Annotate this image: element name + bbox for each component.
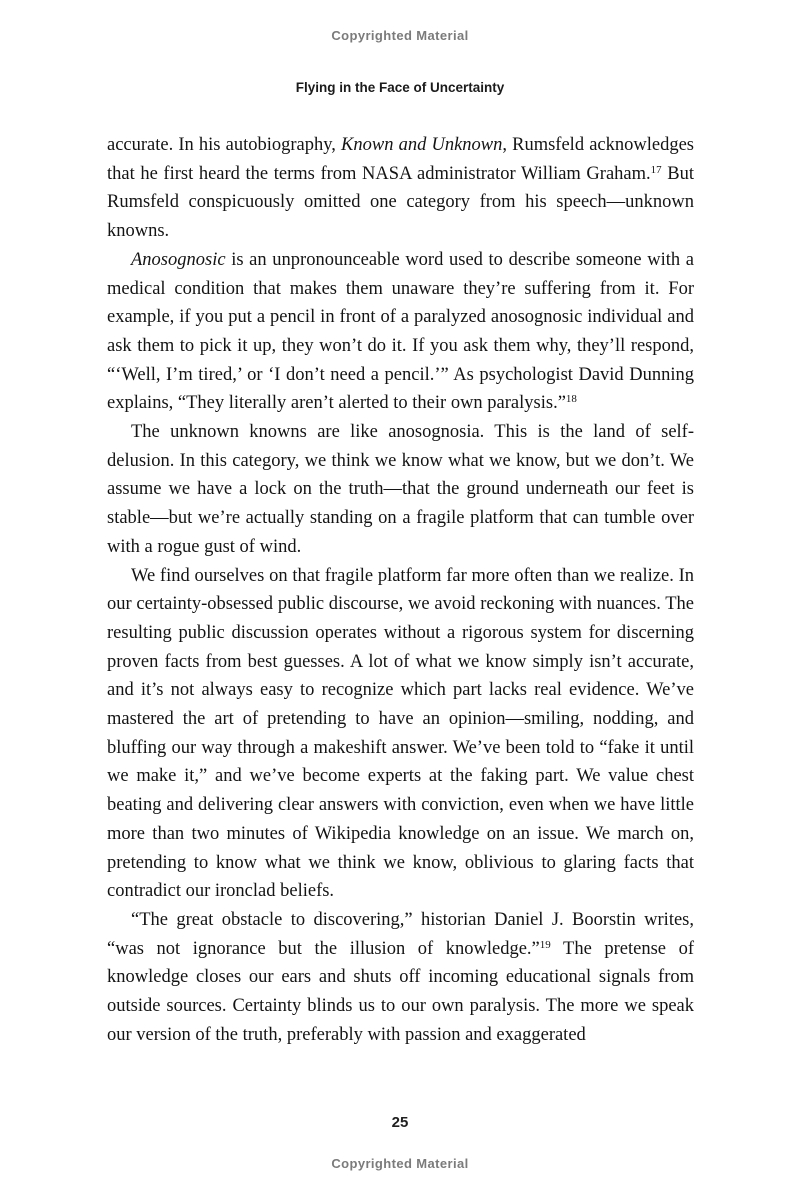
text-segment: Known and Unknown	[341, 135, 503, 155]
footnote-reference: 19	[539, 938, 551, 951]
text-segment: is an unpronounceable word used to describe someone with a medical condition that makes them unaware they’re suffering from it. For example, if you put a pencil in front of a paralyzed anosognosic individual and ask them to pick it up, they won’t do it. If you ask them why, they’ll respond, “‘Well, I’m tired,’ or ‘I don’t need a pencil.’” As psychologist David Dunning explains, “They literally aren’t alerted to their own paralysis.”	[107, 249, 694, 414]
text-segment: accurate. In his autobiography,	[107, 135, 342, 155]
text-segment: Anosognosic	[131, 249, 226, 270]
paragraph	[107, 246, 694, 418]
paragraph	[107, 562, 694, 906]
running-header: Flying in the Face of Uncertainty	[295, 80, 505, 95]
text-segment: , Rumsfeld acknowledges that he first heard the terms from NASA administrator William Graham.	[107, 135, 694, 184]
page-number: 25	[391, 1114, 409, 1131]
body-text	[107, 131, 694, 1050]
footnote-reference: 17	[650, 163, 662, 176]
text-segment: The unknown knowns are like anosognosia. This is the land of self-delusion. In this category, we think we know what we know, but we don’t. We assume we have a lock on the truth—that the ground underneath our feet is stable—but we’re actually standing on a fragile platform that can tumble over with a rogue gust of wind.	[107, 422, 694, 557]
copyright-notice-bottom: Copyrighted Material	[331, 1156, 469, 1171]
text-segment: “The great obstacle to discovering,” historian Daniel J. Boorstin writes, “was not ignorance but the illusion of knowledge.”	[107, 909, 694, 959]
paragraph	[107, 131, 694, 246]
footnote-reference: 18	[565, 393, 577, 406]
text-segment: The pretense of knowledge closes our ears and shuts off incoming educational signals from outside sources. Certainty blinds us to our own paralysis. The more we speak our version of the truth, preferably with passion and exaggerated	[107, 938, 694, 1045]
text-segment: But Rumsfeld conspicuously omitted one category from his speech—unknown knowns.	[107, 163, 695, 242]
paragraph	[107, 906, 694, 1050]
paragraph	[107, 418, 694, 562]
text-segment: We find ourselves on that fragile platform far more often than we realize. In our certainty-obsessed public discourse, we avoid reckoning with nuances. The resulting public discussion operates without a rigorous system for discerning proven facts from best guesses. A lot of what we know simply isn’t accurate, and it’s not always easy to recognize which part lacks real evidence. We’ve mastered the art of pretending to have an opinion—smiling, nodding, and bluffing our way through a makeshift answer. We’ve been told to “fake it until we make it,” and we’ve become experts at the faking part. We value chest beating and delivering clear answers with conviction, even when we have little more than two minutes of Wikipedia knowledge on an issue. We march on, pretending to know what we think we know, oblivious to glaring facts that contradict our ironclad beliefs.	[107, 565, 694, 902]
copyright-notice-top: Copyrighted Material	[331, 28, 469, 43]
